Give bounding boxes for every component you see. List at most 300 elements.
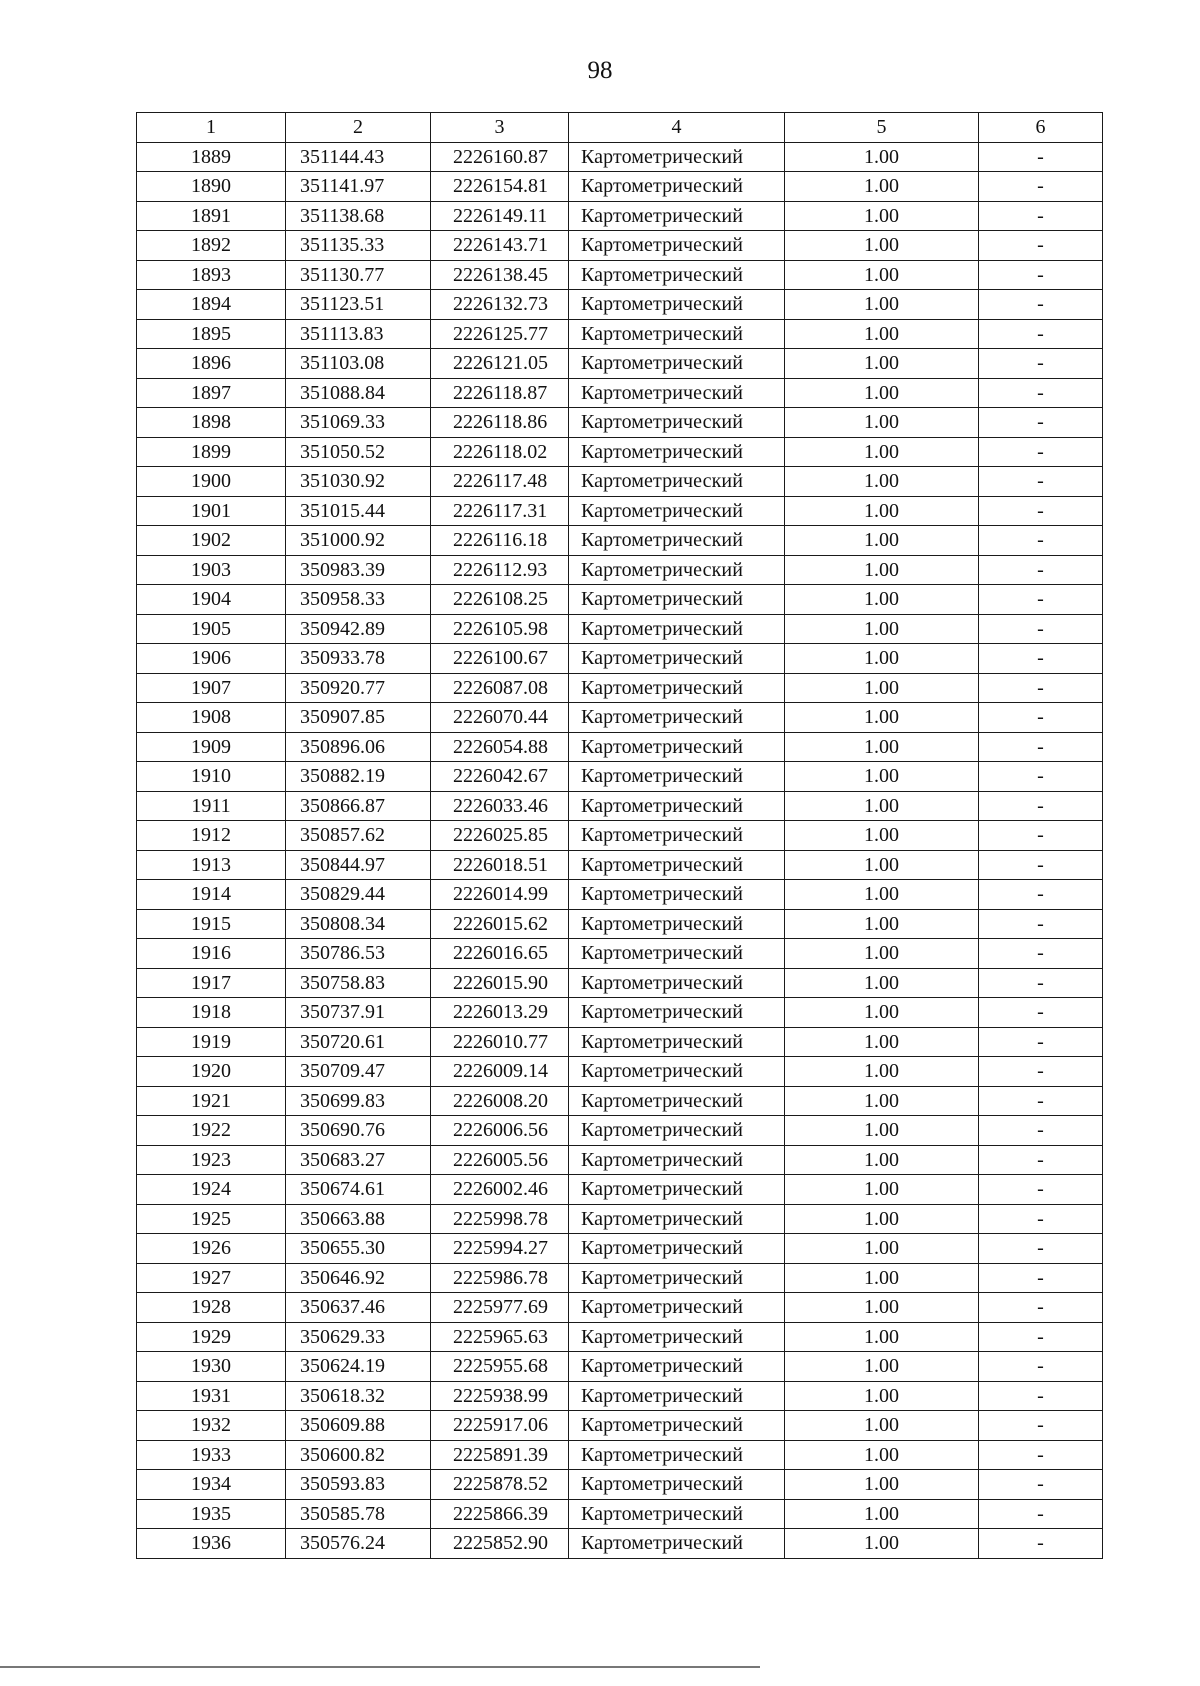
method-cell: Картометрический bbox=[569, 1145, 785, 1175]
y-coordinate-cell: 350629.33 bbox=[286, 1322, 431, 1352]
x-coordinate-cell: 2226070.44 bbox=[431, 703, 569, 733]
description-cell: - bbox=[979, 732, 1103, 762]
point-number-cell: 1936 bbox=[137, 1529, 286, 1559]
method-cell: Картометрический bbox=[569, 1352, 785, 1382]
method-cell: Картометрический bbox=[569, 142, 785, 172]
table-row bbox=[137, 791, 1103, 821]
point-number-cell: 1897 bbox=[137, 378, 286, 408]
x-coordinate-cell: 2226132.73 bbox=[431, 290, 569, 320]
method-cell: Картометрический bbox=[569, 1204, 785, 1234]
table-row bbox=[137, 1027, 1103, 1057]
y-coordinate-cell: 351088.84 bbox=[286, 378, 431, 408]
table-row bbox=[137, 1263, 1103, 1293]
description-cell: - bbox=[979, 1027, 1103, 1057]
accuracy-cell: 1.00 bbox=[785, 614, 979, 644]
point-number-cell: 1927 bbox=[137, 1263, 286, 1293]
description-cell: - bbox=[979, 1204, 1103, 1234]
x-coordinate-cell: 2225917.06 bbox=[431, 1411, 569, 1441]
description-cell: - bbox=[979, 1352, 1103, 1382]
description-cell: - bbox=[979, 1440, 1103, 1470]
method-cell: Картометрический bbox=[569, 939, 785, 969]
description-cell: - bbox=[979, 1293, 1103, 1323]
description-cell: - bbox=[979, 673, 1103, 703]
description-cell: - bbox=[979, 585, 1103, 615]
point-number-cell: 1910 bbox=[137, 762, 286, 792]
accuracy-cell: 1.00 bbox=[785, 732, 979, 762]
table-row bbox=[137, 1322, 1103, 1352]
method-cell: Картометрический bbox=[569, 644, 785, 674]
method-cell: Картометрический bbox=[569, 1529, 785, 1559]
accuracy-cell: 1.00 bbox=[785, 526, 979, 556]
point-number-cell: 1932 bbox=[137, 1411, 286, 1441]
table-row bbox=[137, 585, 1103, 615]
accuracy-cell: 1.00 bbox=[785, 673, 979, 703]
point-number-cell: 1894 bbox=[137, 290, 286, 320]
accuracy-cell: 1.00 bbox=[785, 1499, 979, 1529]
x-coordinate-cell: 2225878.52 bbox=[431, 1470, 569, 1500]
point-number-cell: 1908 bbox=[137, 703, 286, 733]
accuracy-cell: 1.00 bbox=[785, 1234, 979, 1264]
scan-edge-line bbox=[0, 1666, 760, 1668]
method-cell: Картометрический bbox=[569, 1411, 785, 1441]
y-coordinate-cell: 350907.85 bbox=[286, 703, 431, 733]
point-number-cell: 1893 bbox=[137, 260, 286, 290]
method-cell: Картометрический bbox=[569, 1381, 785, 1411]
method-cell: Картометрический bbox=[569, 555, 785, 585]
x-coordinate-cell: 2226143.71 bbox=[431, 231, 569, 261]
point-number-cell: 1924 bbox=[137, 1175, 286, 1205]
point-number-cell: 1923 bbox=[137, 1145, 286, 1175]
point-number-cell: 1890 bbox=[137, 172, 286, 202]
accuracy-cell: 1.00 bbox=[785, 644, 979, 674]
table-row bbox=[137, 1204, 1103, 1234]
description-cell: - bbox=[979, 791, 1103, 821]
accuracy-cell: 1.00 bbox=[785, 555, 979, 585]
coordinates-table bbox=[136, 112, 1103, 1559]
point-number-cell: 1906 bbox=[137, 644, 286, 674]
table-row bbox=[137, 939, 1103, 969]
description-cell: - bbox=[979, 408, 1103, 438]
point-number-cell: 1892 bbox=[137, 231, 286, 261]
y-coordinate-cell: 350683.27 bbox=[286, 1145, 431, 1175]
accuracy-cell: 1.00 bbox=[785, 968, 979, 998]
y-coordinate-cell: 350958.33 bbox=[286, 585, 431, 615]
x-coordinate-cell: 2226008.20 bbox=[431, 1086, 569, 1116]
method-cell: Картометрический bbox=[569, 1293, 785, 1323]
accuracy-cell: 1.00 bbox=[785, 1057, 979, 1087]
table-row bbox=[137, 673, 1103, 703]
accuracy-cell: 1.00 bbox=[785, 1440, 979, 1470]
table-row bbox=[137, 1529, 1103, 1559]
point-number-cell: 1916 bbox=[137, 939, 286, 969]
table-row bbox=[137, 821, 1103, 851]
y-coordinate-cell: 350758.83 bbox=[286, 968, 431, 998]
accuracy-cell: 1.00 bbox=[785, 1470, 979, 1500]
y-coordinate-cell: 350637.46 bbox=[286, 1293, 431, 1323]
table-row bbox=[137, 201, 1103, 231]
table-row bbox=[137, 1057, 1103, 1087]
x-coordinate-cell: 2226105.98 bbox=[431, 614, 569, 644]
y-coordinate-cell: 350786.53 bbox=[286, 939, 431, 969]
x-coordinate-cell: 2226013.29 bbox=[431, 998, 569, 1028]
point-number-cell: 1930 bbox=[137, 1352, 286, 1382]
y-coordinate-cell: 350737.91 bbox=[286, 998, 431, 1028]
accuracy-cell: 1.00 bbox=[785, 703, 979, 733]
method-cell: Картометрический bbox=[569, 1086, 785, 1116]
point-number-cell: 1899 bbox=[137, 437, 286, 467]
y-coordinate-cell: 350808.34 bbox=[286, 909, 431, 939]
x-coordinate-cell: 2226118.02 bbox=[431, 437, 569, 467]
table-row bbox=[137, 142, 1103, 172]
point-number-cell: 1929 bbox=[137, 1322, 286, 1352]
table-row bbox=[137, 408, 1103, 438]
point-number-cell: 1920 bbox=[137, 1057, 286, 1087]
accuracy-cell: 1.00 bbox=[785, 1086, 979, 1116]
accuracy-cell: 1.00 bbox=[785, 1411, 979, 1441]
point-number-cell: 1925 bbox=[137, 1204, 286, 1234]
accuracy-cell: 1.00 bbox=[785, 998, 979, 1028]
description-cell: - bbox=[979, 644, 1103, 674]
y-coordinate-cell: 351141.97 bbox=[286, 172, 431, 202]
x-coordinate-cell: 2225994.27 bbox=[431, 1234, 569, 1264]
table-row bbox=[137, 1116, 1103, 1146]
y-coordinate-cell: 351138.68 bbox=[286, 201, 431, 231]
x-coordinate-cell: 2226014.99 bbox=[431, 880, 569, 910]
y-coordinate-cell: 350920.77 bbox=[286, 673, 431, 703]
y-coordinate-cell: 350600.82 bbox=[286, 1440, 431, 1470]
method-cell: Картометрический bbox=[569, 1027, 785, 1057]
accuracy-cell: 1.00 bbox=[785, 496, 979, 526]
point-number-cell: 1933 bbox=[137, 1440, 286, 1470]
method-cell: Картометрический bbox=[569, 1440, 785, 1470]
point-number-cell: 1912 bbox=[137, 821, 286, 851]
x-coordinate-cell: 2226108.25 bbox=[431, 585, 569, 615]
point-number-cell: 1922 bbox=[137, 1116, 286, 1146]
x-coordinate-cell: 2226016.65 bbox=[431, 939, 569, 969]
method-cell: Картометрический bbox=[569, 319, 785, 349]
description-cell: - bbox=[979, 1086, 1103, 1116]
description-cell: - bbox=[979, 555, 1103, 585]
method-cell: Картометрический bbox=[569, 1263, 785, 1293]
description-cell: - bbox=[979, 1057, 1103, 1087]
table-row bbox=[137, 1499, 1103, 1529]
table-row bbox=[137, 437, 1103, 467]
point-number-cell: 1904 bbox=[137, 585, 286, 615]
description-cell: - bbox=[979, 349, 1103, 379]
accuracy-cell: 1.00 bbox=[785, 437, 979, 467]
y-coordinate-cell: 350896.06 bbox=[286, 732, 431, 762]
point-number-cell: 1935 bbox=[137, 1499, 286, 1529]
description-cell: - bbox=[979, 496, 1103, 526]
method-cell: Картометрический bbox=[569, 467, 785, 497]
description-cell: - bbox=[979, 939, 1103, 969]
x-coordinate-cell: 2226005.56 bbox=[431, 1145, 569, 1175]
point-number-cell: 1909 bbox=[137, 732, 286, 762]
y-coordinate-cell: 351103.08 bbox=[286, 349, 431, 379]
x-coordinate-cell: 2226025.85 bbox=[431, 821, 569, 851]
point-number-cell: 1898 bbox=[137, 408, 286, 438]
method-cell: Картометрический bbox=[569, 762, 785, 792]
method-cell: Картометрический bbox=[569, 585, 785, 615]
accuracy-cell: 1.00 bbox=[785, 201, 979, 231]
accuracy-cell: 1.00 bbox=[785, 1027, 979, 1057]
description-cell: - bbox=[979, 821, 1103, 851]
point-number-cell: 1914 bbox=[137, 880, 286, 910]
x-coordinate-cell: 2225998.78 bbox=[431, 1204, 569, 1234]
table-row bbox=[137, 1411, 1103, 1441]
y-coordinate-cell: 351030.92 bbox=[286, 467, 431, 497]
accuracy-cell: 1.00 bbox=[785, 467, 979, 497]
x-coordinate-cell: 2225986.78 bbox=[431, 1263, 569, 1293]
point-number-cell: 1896 bbox=[137, 349, 286, 379]
y-coordinate-cell: 350709.47 bbox=[286, 1057, 431, 1087]
point-number-cell: 1900 bbox=[137, 467, 286, 497]
y-coordinate-cell: 350609.88 bbox=[286, 1411, 431, 1441]
description-cell: - bbox=[979, 290, 1103, 320]
table-row bbox=[137, 1175, 1103, 1205]
method-cell: Картометрический bbox=[569, 172, 785, 202]
table-row bbox=[137, 850, 1103, 880]
x-coordinate-cell: 2226018.51 bbox=[431, 850, 569, 880]
y-coordinate-cell: 350585.78 bbox=[286, 1499, 431, 1529]
table-row bbox=[137, 1293, 1103, 1323]
description-cell: - bbox=[979, 909, 1103, 939]
accuracy-cell: 1.00 bbox=[785, 319, 979, 349]
accuracy-cell: 1.00 bbox=[785, 939, 979, 969]
y-coordinate-cell: 351000.92 bbox=[286, 526, 431, 556]
description-cell: - bbox=[979, 231, 1103, 261]
method-cell: Картометрический bbox=[569, 437, 785, 467]
method-cell: Картометрический bbox=[569, 1499, 785, 1529]
accuracy-cell: 1.00 bbox=[785, 1293, 979, 1323]
method-cell: Картометрический bbox=[569, 791, 785, 821]
method-cell: Картометрический bbox=[569, 850, 785, 880]
method-cell: Картометрический bbox=[569, 1470, 785, 1500]
method-cell: Картометрический bbox=[569, 496, 785, 526]
accuracy-cell: 1.00 bbox=[785, 1204, 979, 1234]
column-header: 1 bbox=[137, 113, 286, 143]
point-number-cell: 1901 bbox=[137, 496, 286, 526]
point-number-cell: 1917 bbox=[137, 968, 286, 998]
point-number-cell: 1902 bbox=[137, 526, 286, 556]
point-number-cell: 1903 bbox=[137, 555, 286, 585]
accuracy-cell: 1.00 bbox=[785, 1352, 979, 1382]
accuracy-cell: 1.00 bbox=[785, 142, 979, 172]
accuracy-cell: 1.00 bbox=[785, 231, 979, 261]
table-row bbox=[137, 1381, 1103, 1411]
y-coordinate-cell: 350624.19 bbox=[286, 1352, 431, 1382]
table-row bbox=[137, 467, 1103, 497]
page-number: 98 bbox=[587, 57, 613, 84]
method-cell: Картометрический bbox=[569, 968, 785, 998]
method-cell: Картометрический bbox=[569, 614, 785, 644]
x-coordinate-cell: 2225955.68 bbox=[431, 1352, 569, 1382]
table-row bbox=[137, 496, 1103, 526]
x-coordinate-cell: 2226138.45 bbox=[431, 260, 569, 290]
method-cell: Картометрический bbox=[569, 673, 785, 703]
point-number-cell: 1895 bbox=[137, 319, 286, 349]
method-cell: Картометрический bbox=[569, 349, 785, 379]
y-coordinate-cell: 350882.19 bbox=[286, 762, 431, 792]
table-row bbox=[137, 614, 1103, 644]
accuracy-cell: 1.00 bbox=[785, 260, 979, 290]
table-header-row bbox=[137, 113, 1103, 143]
x-coordinate-cell: 2226125.77 bbox=[431, 319, 569, 349]
description-cell: - bbox=[979, 968, 1103, 998]
point-number-cell: 1913 bbox=[137, 850, 286, 880]
accuracy-cell: 1.00 bbox=[785, 378, 979, 408]
accuracy-cell: 1.00 bbox=[785, 349, 979, 379]
table-row bbox=[137, 231, 1103, 261]
description-cell: - bbox=[979, 703, 1103, 733]
x-coordinate-cell: 2226149.11 bbox=[431, 201, 569, 231]
table-row bbox=[137, 1086, 1103, 1116]
accuracy-cell: 1.00 bbox=[785, 1263, 979, 1293]
x-coordinate-cell: 2225866.39 bbox=[431, 1499, 569, 1529]
table-row bbox=[137, 762, 1103, 792]
x-coordinate-cell: 2226116.18 bbox=[431, 526, 569, 556]
point-number-cell: 1889 bbox=[137, 142, 286, 172]
point-number-cell: 1928 bbox=[137, 1293, 286, 1323]
y-coordinate-cell: 351144.43 bbox=[286, 142, 431, 172]
y-coordinate-cell: 350983.39 bbox=[286, 555, 431, 585]
table-row bbox=[137, 1145, 1103, 1175]
y-coordinate-cell: 350655.30 bbox=[286, 1234, 431, 1264]
table-body bbox=[137, 113, 1103, 1559]
method-cell: Картометрический bbox=[569, 290, 785, 320]
accuracy-cell: 1.00 bbox=[785, 172, 979, 202]
x-coordinate-cell: 2226117.31 bbox=[431, 496, 569, 526]
column-header: 4 bbox=[569, 113, 785, 143]
table-row bbox=[137, 349, 1103, 379]
y-coordinate-cell: 350942.89 bbox=[286, 614, 431, 644]
description-cell: - bbox=[979, 880, 1103, 910]
y-coordinate-cell: 351015.44 bbox=[286, 496, 431, 526]
x-coordinate-cell: 2225891.39 bbox=[431, 1440, 569, 1470]
accuracy-cell: 1.00 bbox=[785, 1529, 979, 1559]
y-coordinate-cell: 351050.52 bbox=[286, 437, 431, 467]
description-cell: - bbox=[979, 1234, 1103, 1264]
y-coordinate-cell: 350844.97 bbox=[286, 850, 431, 880]
accuracy-cell: 1.00 bbox=[785, 408, 979, 438]
table-row bbox=[137, 968, 1103, 998]
x-coordinate-cell: 2226154.81 bbox=[431, 172, 569, 202]
column-header: 5 bbox=[785, 113, 979, 143]
x-coordinate-cell: 2226160.87 bbox=[431, 142, 569, 172]
description-cell: - bbox=[979, 378, 1103, 408]
description-cell: - bbox=[979, 1116, 1103, 1146]
accuracy-cell: 1.00 bbox=[785, 821, 979, 851]
method-cell: Картометрический bbox=[569, 1234, 785, 1264]
y-coordinate-cell: 351130.77 bbox=[286, 260, 431, 290]
method-cell: Картометрический bbox=[569, 1322, 785, 1352]
table-row bbox=[137, 1440, 1103, 1470]
description-cell: - bbox=[979, 172, 1103, 202]
column-header: 6 bbox=[979, 113, 1103, 143]
x-coordinate-cell: 2226042.67 bbox=[431, 762, 569, 792]
table-row bbox=[137, 703, 1103, 733]
table-row bbox=[137, 172, 1103, 202]
accuracy-cell: 1.00 bbox=[785, 1322, 979, 1352]
point-number-cell: 1931 bbox=[137, 1381, 286, 1411]
accuracy-cell: 1.00 bbox=[785, 1116, 979, 1146]
y-coordinate-cell: 350857.62 bbox=[286, 821, 431, 851]
x-coordinate-cell: 2226054.88 bbox=[431, 732, 569, 762]
description-cell: - bbox=[979, 1529, 1103, 1559]
point-number-cell: 1915 bbox=[137, 909, 286, 939]
description-cell: - bbox=[979, 1175, 1103, 1205]
description-cell: - bbox=[979, 1411, 1103, 1441]
y-coordinate-cell: 350690.76 bbox=[286, 1116, 431, 1146]
accuracy-cell: 1.00 bbox=[785, 909, 979, 939]
method-cell: Картометрический bbox=[569, 909, 785, 939]
method-cell: Картометрический bbox=[569, 880, 785, 910]
column-header: 2 bbox=[286, 113, 431, 143]
x-coordinate-cell: 2226087.08 bbox=[431, 673, 569, 703]
table-row bbox=[137, 290, 1103, 320]
x-coordinate-cell: 2225852.90 bbox=[431, 1529, 569, 1559]
table-row bbox=[137, 909, 1103, 939]
method-cell: Картометрический bbox=[569, 201, 785, 231]
point-number-cell: 1891 bbox=[137, 201, 286, 231]
description-cell: - bbox=[979, 260, 1103, 290]
table-row bbox=[137, 880, 1103, 910]
method-cell: Картометрический bbox=[569, 260, 785, 290]
x-coordinate-cell: 2226033.46 bbox=[431, 791, 569, 821]
accuracy-cell: 1.00 bbox=[785, 1381, 979, 1411]
description-cell: - bbox=[979, 142, 1103, 172]
accuracy-cell: 1.00 bbox=[785, 585, 979, 615]
x-coordinate-cell: 2226121.05 bbox=[431, 349, 569, 379]
accuracy-cell: 1.00 bbox=[785, 791, 979, 821]
y-coordinate-cell: 350593.83 bbox=[286, 1470, 431, 1500]
description-cell: - bbox=[979, 1470, 1103, 1500]
table-row bbox=[137, 260, 1103, 290]
description-cell: - bbox=[979, 998, 1103, 1028]
table-row bbox=[137, 644, 1103, 674]
table-row bbox=[137, 378, 1103, 408]
table-row bbox=[137, 319, 1103, 349]
method-cell: Картометрический bbox=[569, 408, 785, 438]
accuracy-cell: 1.00 bbox=[785, 1175, 979, 1205]
table-row bbox=[137, 998, 1103, 1028]
point-number-cell: 1905 bbox=[137, 614, 286, 644]
y-coordinate-cell: 351069.33 bbox=[286, 408, 431, 438]
x-coordinate-cell: 2226006.56 bbox=[431, 1116, 569, 1146]
x-coordinate-cell: 2226002.46 bbox=[431, 1175, 569, 1205]
y-coordinate-cell: 350699.83 bbox=[286, 1086, 431, 1116]
description-cell: - bbox=[979, 1499, 1103, 1529]
y-coordinate-cell: 350866.87 bbox=[286, 791, 431, 821]
x-coordinate-cell: 2226117.48 bbox=[431, 467, 569, 497]
point-number-cell: 1934 bbox=[137, 1470, 286, 1500]
point-number-cell: 1911 bbox=[137, 791, 286, 821]
description-cell: - bbox=[979, 1145, 1103, 1175]
accuracy-cell: 1.00 bbox=[785, 1145, 979, 1175]
table-row bbox=[137, 1234, 1103, 1264]
description-cell: - bbox=[979, 762, 1103, 792]
point-number-cell: 1919 bbox=[137, 1027, 286, 1057]
accuracy-cell: 1.00 bbox=[785, 290, 979, 320]
table-row bbox=[137, 1352, 1103, 1382]
description-cell: - bbox=[979, 319, 1103, 349]
x-coordinate-cell: 2225965.63 bbox=[431, 1322, 569, 1352]
point-number-cell: 1921 bbox=[137, 1086, 286, 1116]
method-cell: Картометрический bbox=[569, 231, 785, 261]
description-cell: - bbox=[979, 437, 1103, 467]
y-coordinate-cell: 351135.33 bbox=[286, 231, 431, 261]
coordinates-table-container bbox=[136, 112, 1103, 1559]
